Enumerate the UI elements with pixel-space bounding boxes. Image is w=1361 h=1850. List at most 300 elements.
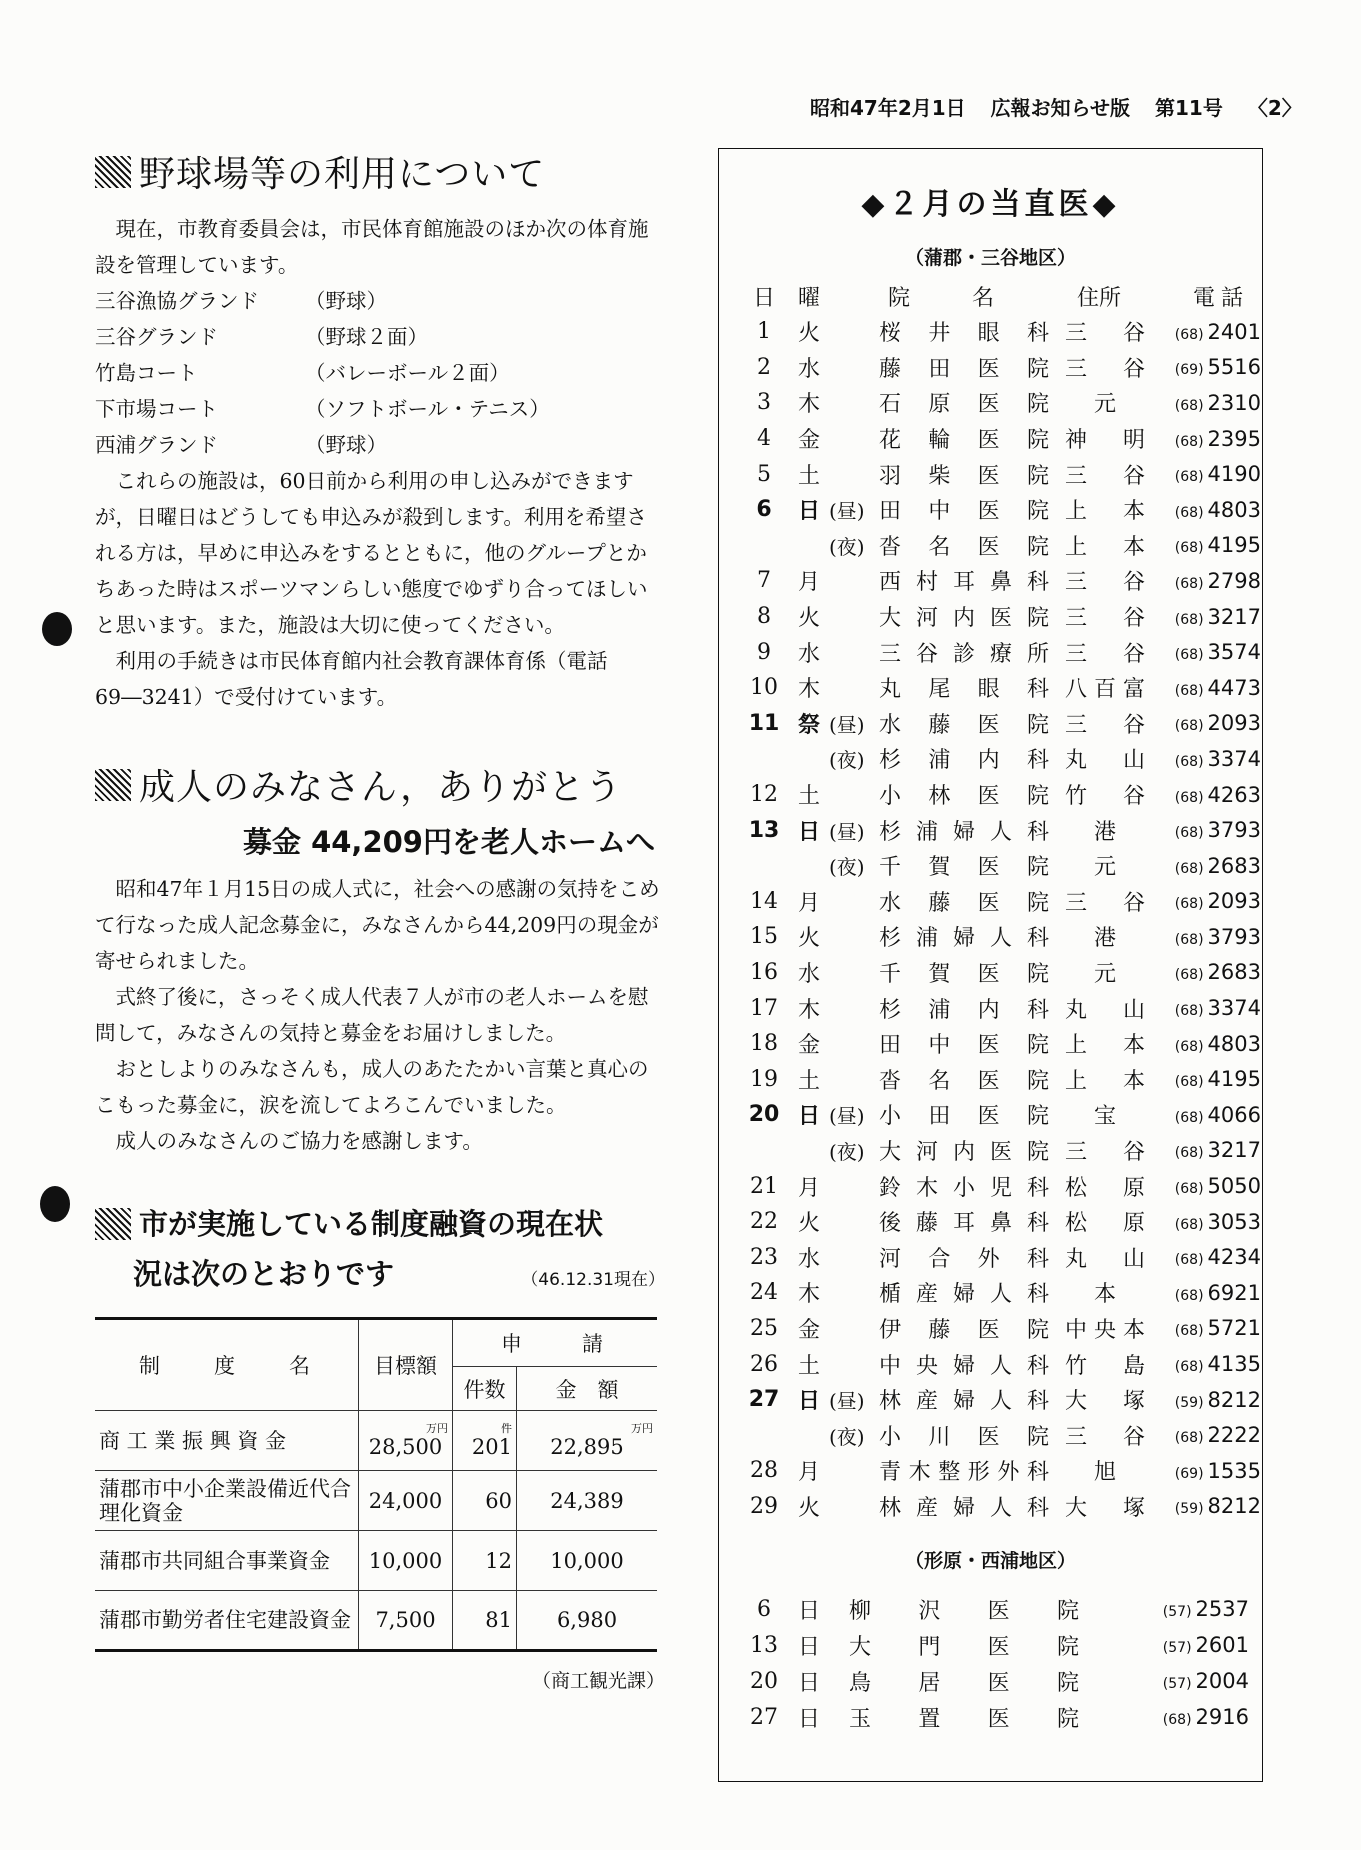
doctor-tel (1151, 1138, 1261, 1162)
doctor-tel (1151, 533, 1261, 557)
doctor-name-char: 産 (915, 1282, 938, 1308)
doctor-addr (1059, 921, 1151, 952)
doctor-name-char: 医 (977, 1104, 1000, 1130)
facility-use: （ソフトボール・テニス） (305, 397, 550, 421)
tel-code: (68) (1174, 433, 1204, 450)
loan-target-value: 28,500 (368, 1434, 443, 1459)
tel-number: 4234 (1207, 1245, 1261, 1270)
doctor-addr-char: 三 (1065, 641, 1088, 667)
doctor-name-char: 院 (1026, 356, 1049, 382)
doctor-day: 2 (757, 354, 771, 380)
doctor-name-char: 医 (977, 499, 1000, 525)
tel-number: 2401 (1207, 319, 1261, 344)
doctor-name (879, 1099, 1059, 1130)
doctor-addr-char: 松 (1065, 1175, 1088, 1201)
doctor-addr (1059, 601, 1151, 632)
loan-count-value: 12 (485, 1548, 512, 1573)
doctor-tel (1151, 1103, 1261, 1127)
doctor-name-char: 西 (879, 570, 902, 596)
doctor-tel (1151, 391, 1261, 415)
doctor-name-char: 鈴 (879, 1175, 902, 1201)
doctor-addr (1059, 1384, 1151, 1415)
doctor-addr-char: 本 (1122, 534, 1145, 560)
doctor-name-char: 医 (989, 606, 1012, 632)
tel-number: 2222 (1207, 1423, 1261, 1448)
doctor-name-char: 川 (928, 1424, 951, 1450)
doctor-name-char: 水 (879, 890, 902, 916)
doctor-addr-char: 元 (1093, 855, 1116, 881)
doctor-name-char: 医 (987, 1670, 1010, 1696)
header-issue: 第11号 (1155, 96, 1223, 120)
doctor-tel (1151, 1245, 1261, 1269)
section2-subtitle: 募金 44,209円を老人ホームへ (242, 825, 655, 859)
doctor-addr (1059, 1099, 1151, 1130)
tel-number: 3053 (1207, 1209, 1261, 1234)
doctor-name-char: 河 (879, 1246, 902, 1272)
doctor-name-char: 浦 (928, 997, 951, 1023)
doctor-dow: 土 (797, 463, 820, 489)
doctor-dow: 金 (797, 1033, 820, 1059)
doctor-name-char: 花 (879, 428, 902, 454)
loan-amount (517, 1531, 658, 1591)
doctor-name-char: 院 (1056, 1634, 1079, 1660)
tel-code: (57) (1162, 1676, 1192, 1693)
doctor-tel (1151, 711, 1261, 735)
doctor-name-char: 科 (1026, 1246, 1049, 1272)
doctor-row (739, 1168, 1262, 1204)
doctor-name-char: 中 (879, 1353, 902, 1379)
doctor-addr-char: 松 (1065, 1211, 1088, 1237)
doctor-tel (1099, 1597, 1249, 1621)
tel-number: 5050 (1207, 1174, 1261, 1199)
doctor-row (739, 919, 1262, 955)
doctor-row (739, 1346, 1262, 1382)
doctor-name (829, 1594, 1099, 1625)
doctor-name-char: 大 (879, 1139, 902, 1165)
doctor-name-char: 科 (1026, 1175, 1049, 1201)
doctor-name-char: 医 (977, 1068, 1000, 1094)
doctor-name-char: 医 (977, 356, 1000, 382)
doctor-name-char: 尾 (928, 677, 951, 703)
doctor-name-char: 形 (967, 1460, 990, 1486)
left-column (95, 140, 665, 1693)
doctor-addr (1059, 1277, 1151, 1308)
doctor-name-char: 院 (1056, 1706, 1079, 1732)
doctor-name-char: 療 (989, 641, 1012, 667)
doctor-row (739, 456, 1262, 492)
doctor-dow: 日 (797, 1670, 820, 1696)
doctor-tel (1151, 1388, 1261, 1412)
section2-title: 成人のみなさん，ありがとう (95, 759, 665, 810)
doctor-shift: (夜) (829, 1424, 865, 1449)
doctor-name-char: 婦 (952, 926, 975, 952)
doctor-name-char: 医 (977, 428, 1000, 454)
tel-code: (68) (1174, 967, 1204, 984)
doctor-tel (1151, 1352, 1261, 1376)
doctor-name-char: 眼 (977, 677, 1000, 703)
doctor-name-char: 小 (879, 1424, 902, 1450)
doctor-name-char: 院 (1026, 1068, 1049, 1094)
doctor-addr-char: 三 (1065, 1139, 1088, 1165)
tel-number: 2537 (1195, 1597, 1249, 1622)
tel-code: (68) (1174, 825, 1204, 842)
doctor-tel (1151, 355, 1261, 379)
doctor-name-char: 婦 (952, 819, 975, 845)
doctor-row (739, 314, 1262, 350)
doctor-addr-char: 丸 (1065, 1246, 1088, 1272)
doctor-row (739, 421, 1262, 457)
doctor-row (739, 1417, 1262, 1453)
doctor-addr (1059, 1135, 1151, 1166)
doctor-name-char: 院 (1026, 1424, 1049, 1450)
doctor-name-char: 輪 (928, 428, 951, 454)
doctor-shift: (夜) (829, 748, 865, 773)
doctor-name-char: 院 (1026, 784, 1049, 810)
doctor-name-char: 中 (928, 499, 951, 525)
doctor-list (739, 314, 1262, 1524)
section1-para2: 利用の手続きは市民体育館内社会教育課体育係（電話69―3241）で受付けています。 (95, 649, 608, 709)
section3-title: 市が実施している制度融資の現在状 況は次のとおりです （46.12.31現在） (95, 1199, 665, 1299)
doctor-shift: (昼) (829, 1389, 865, 1414)
doctor-day: 12 (750, 782, 778, 808)
doctor-name-char: 人 (989, 1353, 1012, 1379)
tel-number: 4803 (1207, 1031, 1261, 1056)
region1-label: （蒲郡・三谷地区） (904, 247, 1076, 269)
doctor-addr (1059, 850, 1151, 881)
doctor-day: 14 (750, 888, 778, 914)
doctor-row (739, 884, 1262, 920)
doctor-name-char: 院 (1026, 890, 1049, 916)
doctor-tel (1151, 1174, 1261, 1198)
tel-code: (68) (1174, 1109, 1204, 1126)
tel-code: (68) (1174, 647, 1204, 664)
doctor-row (739, 1061, 1262, 1097)
doctor-name-char: 原 (928, 392, 951, 418)
tel-code: (68) (1174, 1252, 1204, 1269)
doctor-tel (1151, 889, 1261, 913)
doctor-name (879, 1028, 1059, 1059)
tel-number: 2395 (1207, 426, 1261, 451)
doctor-addr-char: 谷 (1122, 1139, 1145, 1165)
doctor-addr-char: 塚 (1122, 1389, 1145, 1415)
doctor-name (879, 1420, 1059, 1451)
tel-number: 3217 (1207, 604, 1261, 629)
doctor-name-char: 院 (1026, 855, 1049, 881)
doctor-shift: (昼) (829, 712, 865, 737)
doctor-name-char: 玉 (849, 1706, 872, 1732)
doctor-addr (1059, 993, 1151, 1024)
doctor-dow: 日 (797, 1389, 820, 1415)
doctor-name-char: 院 (1026, 499, 1049, 525)
doctor-tel (1151, 1032, 1261, 1056)
doctor-addr (1059, 1491, 1151, 1522)
doctor-day: 8 (757, 604, 771, 630)
hatch-icon (95, 156, 131, 188)
doctor-addr-char: 竹 (1065, 784, 1088, 810)
doctor-addr-char: 三 (1065, 606, 1088, 632)
header-date: 昭和47年2月1日 (810, 96, 966, 120)
doctor-dow: 月 (797, 1460, 820, 1486)
doctor-name (879, 1313, 1059, 1344)
doctor-name (879, 1171, 1059, 1202)
doctor-row (739, 1699, 1262, 1735)
loan-amount-value: 6,980 (556, 1608, 618, 1632)
doctor-name-char: 医 (977, 1317, 1000, 1343)
doctor-name-char: 外 (977, 1246, 1000, 1272)
doctor-name-char: 医 (989, 1139, 1012, 1165)
doctor-addr-char: 港 (1093, 926, 1116, 952)
doctor-name (879, 850, 1059, 881)
loan-target-value: 7,500 (375, 1608, 436, 1632)
doctor-dow: 土 (797, 1068, 820, 1094)
doctor-name-char: 科 (1026, 1353, 1049, 1379)
doctor-dow: 土 (797, 1353, 820, 1379)
doctor-name-char: 藤 (928, 712, 951, 738)
facility-item (95, 283, 665, 319)
doctor-name (879, 1242, 1059, 1273)
doctor-name-char: 診 (952, 641, 975, 667)
doctor-addr (1059, 1064, 1151, 1095)
loan-amount (517, 1591, 658, 1651)
doctor-dow: 木 (797, 392, 820, 418)
doctor-addr-char: 山 (1122, 1246, 1145, 1272)
tel-number: 2004 (1195, 1669, 1249, 1694)
doctor-name-char: 院 (1026, 392, 1049, 418)
doctor-name-char: 村 (915, 570, 938, 596)
doctor-name-char: 名 (928, 534, 951, 560)
doctor-name-char: 医 (977, 1033, 1000, 1059)
doctor-addr (1059, 1028, 1151, 1059)
doctor-dow: 木 (797, 997, 820, 1023)
doctor-day: 18 (750, 1031, 778, 1057)
tel-code: (68) (1174, 540, 1204, 557)
doctor-name-char: 眼 (977, 321, 1000, 347)
doctor-tel (1151, 1423, 1261, 1447)
doctor-name-char: 科 (1026, 321, 1049, 347)
doctor-addr (1059, 387, 1151, 418)
loan-target-value: 10,000 (368, 1548, 443, 1573)
doctor-row (739, 777, 1262, 813)
doctor-row (739, 1275, 1262, 1311)
header-page: 〈2〉 (1247, 96, 1302, 120)
loan-count (453, 1591, 517, 1651)
doctor-name-char: 人 (989, 1389, 1012, 1415)
doctor-dow: 火 (797, 606, 820, 632)
unit-label: 万円 (426, 1421, 448, 1435)
doctor-name (829, 1630, 1099, 1661)
doctor-addr (1059, 1313, 1151, 1344)
doctor-name-char: 内 (977, 748, 1000, 774)
doctor-dow: 火 (797, 1495, 820, 1521)
doctor-name-char: 産 (915, 1495, 938, 1521)
doctor-addr-char: 元 (1093, 392, 1116, 418)
section2-paragraph: 成人のみなさんのご協力を感謝します。 (115, 1129, 483, 1153)
doctor-shift: (昼) (829, 819, 865, 844)
doctor-tel (1099, 1633, 1249, 1657)
tel-code: (68) (1174, 397, 1204, 414)
tel-number: 6921 (1207, 1280, 1261, 1305)
doctor-dow: 月 (797, 890, 820, 916)
duty-doctor-box (718, 148, 1263, 1782)
doctor-name-char: 児 (989, 1175, 1012, 1201)
tel-code: (68) (1174, 789, 1204, 806)
col-header-application: 申 請 (453, 1319, 658, 1367)
doctor-name (879, 1206, 1059, 1237)
doctor-name-char: 小 (879, 784, 902, 810)
doctor-day: 1 (757, 319, 771, 345)
doctor-addr-char: 塚 (1122, 1495, 1145, 1521)
doctor-name-char: 青 (879, 1460, 902, 1486)
loan-target (359, 1411, 453, 1471)
doctor-name-char: 院 (1056, 1670, 1079, 1696)
doctor-name-char: 柳 (849, 1598, 872, 1624)
doctor-addr-char: 谷 (1122, 570, 1145, 596)
doctor-dow: 金 (797, 428, 820, 454)
doctor-name-char: 院 (1026, 428, 1049, 454)
doctor-name (879, 1064, 1059, 1095)
doctor-name (879, 993, 1059, 1024)
loan-amount-value: 10,000 (550, 1548, 624, 1573)
doctor-addr-char: 谷 (1122, 712, 1145, 738)
doctor-dow: 金 (797, 1317, 820, 1343)
col-header-count: 件数 (453, 1367, 517, 1411)
doctor-day: 29 (750, 1493, 778, 1519)
doctor-tel (1151, 640, 1261, 664)
loan-count-value: 201 (471, 1434, 512, 1459)
doctor-name (879, 637, 1059, 668)
doctor-day: 6 (756, 497, 772, 523)
doctor-day: 21 (750, 1173, 778, 1199)
doctor-day: 27 (750, 1704, 778, 1730)
doctor-name-char: 院 (1026, 961, 1049, 987)
tel-code: (68) (1174, 1003, 1204, 1020)
doctor-tel (1099, 1669, 1249, 1693)
doctor-day: 19 (750, 1066, 778, 1092)
doctor-addr (1059, 352, 1151, 383)
doctor-name-char: 央 (915, 1353, 938, 1379)
punch-hole-bottom (40, 1186, 70, 1222)
tel-number: 3793 (1207, 818, 1261, 843)
doctor-addr-char: 中 (1065, 1317, 1088, 1343)
doctor-addr-char: 谷 (1122, 890, 1145, 916)
doctor-name-char: 杉 (879, 819, 902, 845)
doctor-addr-char: 山 (1122, 748, 1145, 774)
doctor-addr-char: 谷 (1122, 641, 1145, 667)
doctor-addr-char: 大 (1065, 1495, 1088, 1521)
doctor-day: 6 (757, 1596, 771, 1622)
doctor-name (829, 1702, 1099, 1733)
tel-code: (57) (1162, 1640, 1192, 1657)
doctor-tel (1151, 818, 1261, 842)
doctor-addr-char: 三 (1065, 570, 1088, 596)
doctor-name (879, 316, 1059, 347)
doctor-name-char: 院 (1026, 712, 1049, 738)
doctor-day: 24 (750, 1280, 778, 1306)
tel-code: (68) (1174, 896, 1204, 913)
doctor-addr-char: 大 (1065, 1389, 1088, 1415)
section1-intro: 現在，市教育委員会は，市民体育館施設のほか次の体育施設を管理しています。 (95, 217, 649, 277)
doctor-name-char: 河 (915, 606, 938, 632)
doctor-name-char: 内 (977, 997, 1000, 1023)
doctor-name-char: 楯 (879, 1282, 902, 1308)
doctor-name (879, 494, 1059, 525)
doctor-day: 5 (757, 461, 771, 487)
doctor-addr-char: 谷 (1122, 356, 1145, 382)
doctor-name (879, 1491, 1059, 1522)
doctor-name-char: 所 (1026, 641, 1049, 667)
loan-name: 蒲郡市共同組合事業資金 (95, 1531, 359, 1591)
doctor-name-char: 外 (997, 1460, 1020, 1486)
tel-number: 5721 (1207, 1316, 1261, 1341)
doctor-name-char: 医 (977, 392, 1000, 418)
tel-code: (68) (1174, 931, 1204, 948)
doctor-name-char: 置 (918, 1706, 941, 1732)
doctor-addr-char: 谷 (1122, 1424, 1145, 1450)
tel-number: 2093 (1207, 711, 1261, 736)
doctor-shift: (昼) (829, 499, 865, 524)
loan-amount (517, 1411, 658, 1471)
doctor-shift: (夜) (829, 855, 865, 880)
doctor-addr (1059, 1242, 1151, 1273)
doctor-name-char: 耳 (952, 570, 975, 596)
doctor-name-char: 千 (879, 961, 902, 987)
doctor-name-char: 藤 (928, 890, 951, 916)
doctor-name-char: 鼻 (989, 570, 1012, 596)
doctor-addr-char: 宝 (1093, 1104, 1116, 1130)
doctor-row (739, 848, 1262, 884)
facility-use: （野球） (305, 433, 387, 457)
facility-name: 下市場コート (95, 397, 218, 421)
doctor-addr (1059, 743, 1151, 774)
doctor-name-char: 科 (1026, 1211, 1049, 1237)
doctor-name-char: 浦 (928, 748, 951, 774)
doctor-dow: 水 (797, 641, 820, 667)
loan-target (359, 1591, 453, 1651)
doctor-row (739, 563, 1262, 599)
doctor-addr-char: 百 (1093, 677, 1116, 703)
facility-use: （野球２面） (305, 325, 428, 349)
doctor-name (879, 352, 1059, 383)
doctor-row (739, 1311, 1262, 1347)
doctor-name-char: 医 (977, 534, 1000, 560)
doctor-name-char: 桜 (879, 321, 902, 347)
doctor-addr-char: 本 (1122, 499, 1145, 525)
doctor-name-char: 木 (908, 1460, 931, 1486)
tel-number: 5516 (1207, 355, 1261, 380)
doctor-addr-char: 原 (1122, 1175, 1145, 1201)
tel-number: 8212 (1207, 1387, 1261, 1412)
doctor-dow: 日 (797, 1104, 820, 1130)
doctor-name-char: 林 (879, 1389, 902, 1415)
loan-amount-value: 22,895 (550, 1434, 624, 1459)
tel-number: 3217 (1207, 1138, 1261, 1163)
doctor-name (879, 672, 1059, 703)
doctor-name-char: 医 (977, 1424, 1000, 1450)
doctor-addr-char: 山 (1122, 997, 1145, 1023)
doctor-name-char: 科 (1026, 1389, 1049, 1415)
doctor-name-char: 科 (1026, 997, 1049, 1023)
doctor-name-char: 三 (879, 641, 902, 667)
loan-target (359, 1531, 453, 1591)
doctor-tel (1151, 1067, 1261, 1091)
doctor-name-char: 浦 (915, 819, 938, 845)
doctor-dow: 月 (797, 1175, 820, 1201)
doctor-addr (1059, 779, 1151, 810)
doctor-name (879, 530, 1059, 561)
doctor-name-char: 医 (977, 855, 1000, 881)
tel-code: (68) (1174, 718, 1204, 735)
doctor-tel (1151, 498, 1261, 522)
